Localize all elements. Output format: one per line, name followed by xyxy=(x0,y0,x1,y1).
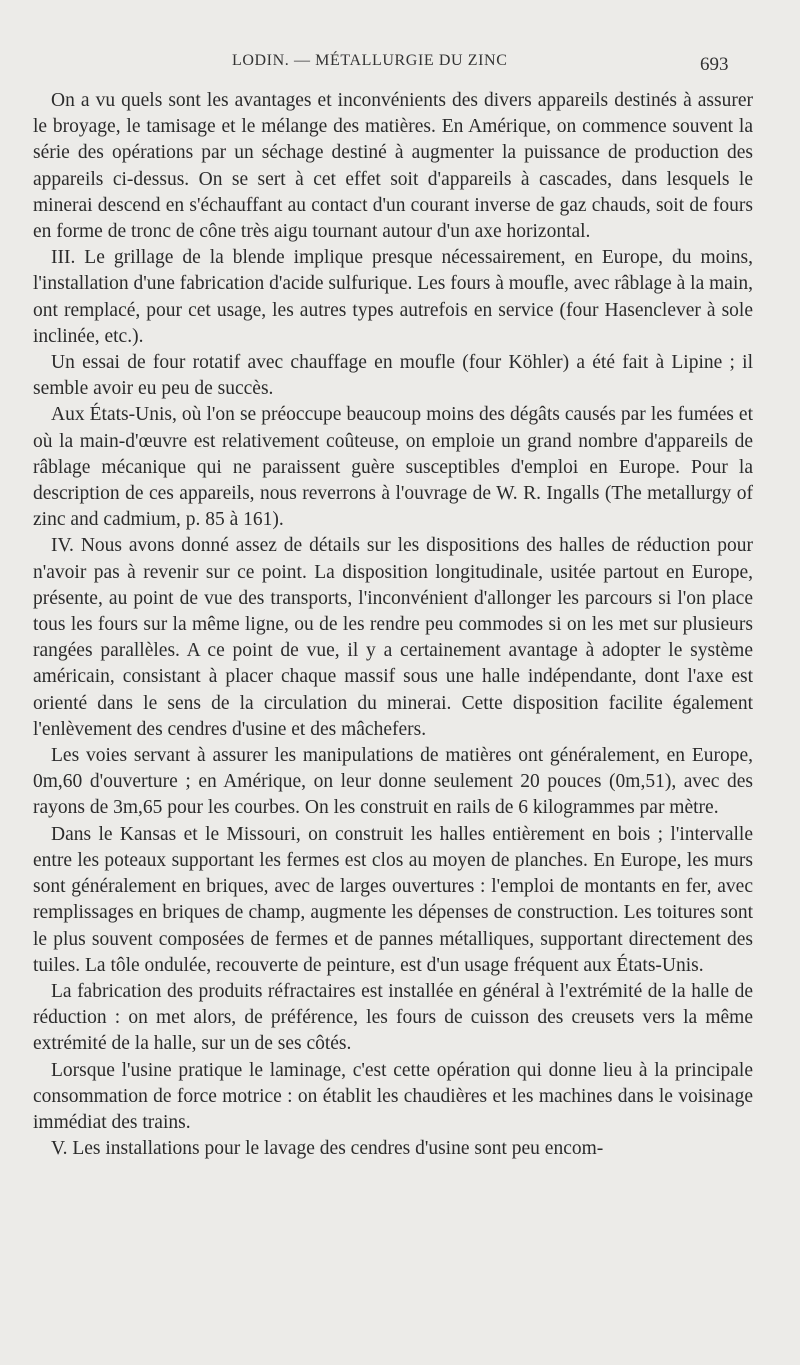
paragraph-broyage: On a vu quels sont les avantages et inconvénients des divers appareils destinés à assurer le broyage, le tamisage et le mélange des matières. En Amérique, on commence souvent la série des opérations par un séchage destiné à augmenter la puissance de production des appareils ci-dessus. On se sert à cet effet soit d'appareils à cascades, dans lesquels le minerai descend en s'échauffant au contact d'un courant inverse de gaz chauds, soit de fours en forme de tronc de cône très aigu tournant autour d'un axe horizontal. xyxy=(33,90,753,243)
paragraph-produits-refractaires: La fabrication des produits réfractaires est installée en général à l'extrémité de la halle de réduction : on met alors, de préférence, les fours de cuisson des creusets vers la même extrémité de la halle, sur un de ses côtés. xyxy=(33,980,753,1055)
paragraph-lavage-cendres: V. Les installations pour le lavage des cendres d'usine sont peu encom- xyxy=(51,1138,604,1160)
paragraph-grillage: III. Le grillage de la blende implique presque nécessairement, en Europe, du moins, l'installation d'une fabrication d'acide sulfurique. Les fours à moufle, avec râblage à la main, ont remplacé, pour cet usage, les autres types autrefois en service (four Hasenclever à sole inclinée, etc.). xyxy=(33,247,753,347)
page-number: 693 xyxy=(700,54,729,75)
page-header xyxy=(0,50,800,78)
running-head: LODIN. — MÉTALLURGIE DU ZINC xyxy=(232,52,508,69)
paragraph-kansas-missouri: Dans le Kansas et le Missouri, on construit les halles entièrement en bois ; l'intervalle entre les poteaux supportant les fermes est clos au moyen de planches. En Europe, les murs sont généralement en briques, avec de larges ouvertures : l'emploi de montants en fer, avec remplissages en briques de champ, augmente les dépenses de construction. Les toitures sont le plus souvent composées de fermes et de pannes métalliques, supportant directement des tuiles. La tôle ondulée, recouverte de peinture, est d'un usage fréquent aux États-Unis. xyxy=(33,823,753,976)
paragraph-voies: Les voies servant à assurer les manipulations de matières ont généralement, en Europe, 0m,60 d'ouverture ; en Amérique, on leur donne seulement 20 pouces (0m,51), avec des rayons de 3m,65 pour les courbes. On les construit en rails de 6 kilogrammes par mètre. xyxy=(33,745,753,819)
paragraph-four-rotatif: Un essai de four rotatif avec chauffage en moufle (four Köhler) a été fait à Lipine ; il semble avoir eu peu de succès. xyxy=(33,352,753,400)
body-text xyxy=(33,88,753,1162)
paragraph-etats-unis: Aux États-Unis, où l'on se préoccupe beaucoup moins des dégâts causés par les fumées et où la main-d'œuvre est relativement coûteuse, on emploie un grand nombre d'appareils de râblage mécanique qui ne paraissent guère susceptibles d'emploi en Europe. Pour la description de ces appareils, nous reverrons à l'ouvrage de W. R. Ingalls (The metallurgy of zinc and cadmium, p. 85 à 161). xyxy=(33,404,753,531)
paragraph-laminage: Lorsque l'usine pratique le laminage, c'est cette opération qui donne lieu à la principale consommation de force motrice : on établit les chaudières et les machines dans le voisinage immédiat des trains. xyxy=(33,1059,753,1133)
paragraph-halles-reduction: IV. Nous avons donné assez de détails sur les dispositions des halles de réduction pour n'avoir pas à revenir sur ce point. La disposition longitudinale, usitée partout en Europe, présente, au point de vue des transports, l'inconvénient d'allonger les parcours si l'on place tous les fours sur la même ligne, ou de les rendre peu commodes si on les met sur plusieurs rangées parallèles. A ce point de vue, il y a certainement avantage à adopter le système américain, consistant à placer chaque massif sous une halle indépendante, dont l'axe est orienté dans le sens de la circulation du minerai. Cette disposition facilite également l'enlèvement des cendres d'usine et des mâchefers. xyxy=(33,535,753,740)
